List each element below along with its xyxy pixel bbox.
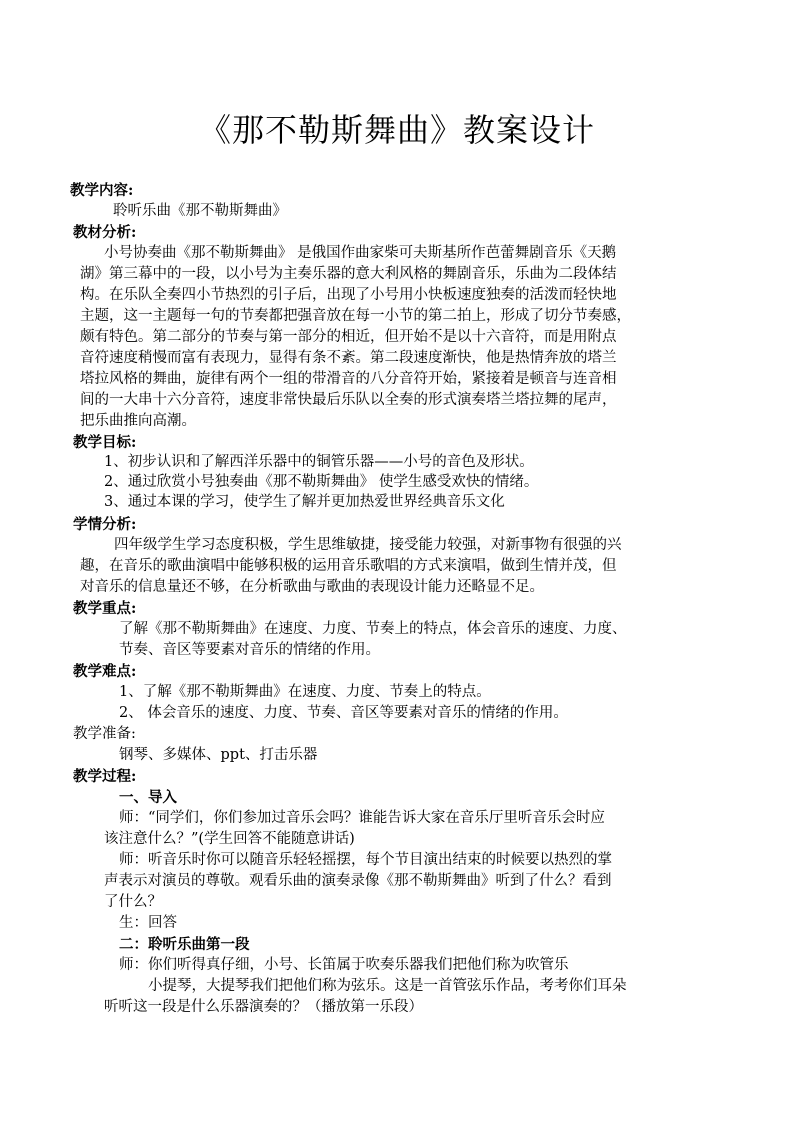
process-line: 师：听音乐时你可以随音乐轻轻摇摆，每个节目演出结束的时候要以热烈的掌 [119, 852, 612, 868]
analysis-line: 塔拉风格的舞曲，旋律有两个一组的带滑音的八分音符开始，紧接着是顿音与连音相 [80, 371, 617, 387]
analysis-line: 湖》第三幕中的一段，以小号为主奏乐器的意大利风格的舞剧音乐，乐曲为二段体结 [80, 266, 617, 282]
process-line: 了什么？ [104, 894, 162, 910]
students-line: 四年级学生学习态度积极，学生思维敏捷，接受能力较强，对新事物有很强的兴 [114, 537, 622, 553]
process-line: 生：回答 [119, 915, 177, 931]
process-line: 听听这一段是什么乐器演奏的？（播放第一乐段） [104, 999, 423, 1015]
heading-difficult: 教学难点: [73, 663, 137, 680]
content-line: 聆听乐曲《那不勒斯舞曲》 [113, 203, 287, 219]
goal-item: 3、通过本课的学习，使学生了解并更加热爱世界经典音乐文化 [104, 494, 505, 510]
process-line: 该注意什么？”(学生回答不能随意讲话) [104, 831, 355, 847]
analysis-line: 间的一大串十六分音符，速度非常快最后乐队以全奏的形式演奏塔兰塔拉舞的尾声， [80, 392, 617, 408]
process-line: 小提琴，大提琴我们把他们称为弦乐。这是一首管弦乐作品，考考你们耳朵 [148, 978, 627, 994]
analysis-line: 音符速度稍慢而富有表现力，显得有条不紊。第二段速度渐快，他是热情奔放的塔兰 [80, 350, 617, 366]
students-line: 对音乐的信息量还不够，在分析歌曲与歌曲的表现设计能力还略显不足。 [80, 579, 544, 595]
students-line: 趣，在音乐的歌曲演唱中能够积极的运用音乐歌唱的方式来演唱，做到生情并茂，但 [80, 558, 617, 574]
heading-students: 学情分析: [73, 516, 137, 533]
process-line: 声表示对演员的尊敬。观看乐曲的演奏录像《那不勒斯舞曲》听到了什么？看到 [104, 873, 612, 889]
heading-key: 教学重点: [73, 600, 137, 617]
process-line: 师：你们听得真仔细，小号、长笛属于吹奏乐器我们把他们称为吹管乐 [119, 957, 569, 973]
difficult-item: 2、 体会音乐的速度、力度、节奏、音区等要素对音乐的情绪的作用。 [119, 705, 568, 721]
goal-item: 1、初步认识和了解西洋乐器中的铜管乐器——小号的音色及形状。 [104, 454, 534, 470]
key-line: 了解《那不勒斯舞曲》在速度、力度、节奏上的特点，体会音乐的速度、力度、 [119, 621, 627, 637]
goal-item: 2、通过欣赏小号独奏曲《那不勒斯舞曲》 使学生感受欢快的情绪。 [104, 474, 539, 490]
heading-analysis: 教材分析: [73, 224, 137, 241]
heading-content: 教学内容: [70, 182, 134, 199]
process-subheading-intro: 一、导入 [119, 789, 177, 806]
analysis-line: 小号协奏曲《那不勒斯舞曲》 是俄国作曲家柴可夫斯基所作芭蕾舞剧音乐《天鹅 [104, 245, 617, 261]
analysis-line: 构。在乐队全奏四小节热烈的引子后，出现了小号用小快板速度独奏的活泼而轻快地 [80, 287, 617, 303]
analysis-line: 把乐曲推向高潮。 [80, 413, 196, 429]
key-line: 节奏、音区等要素对音乐的情绪的作用。 [119, 642, 380, 658]
process-line: 师：“同学们，你们参加过音乐会吗？谁能告诉大家在音乐厅里听音乐会时应 [119, 810, 605, 826]
prep-line: 钢琴、多媒体、ppt、打击乐器 [119, 747, 318, 763]
analysis-line: 主题，这一主题每一句的节奏都把强音放在每一小节的第二拍上，形成了切分节奏感， [80, 308, 631, 324]
analysis-line: 颇有特色。第二部分的节奏与第一部分的相近，但开始不是以十六音符，而是用附点 [80, 329, 617, 345]
heading-goals: 教学目标: [73, 434, 137, 451]
heading-prep: 教学准备: [73, 726, 136, 742]
process-subheading-listen: 二：聆听乐曲第一段 [119, 936, 250, 953]
difficult-item: 1、了解《那不勒斯舞曲》在速度、力度、节奏上的特点。 [119, 684, 491, 700]
heading-process: 教学过程: [73, 768, 137, 785]
document-title: 《那不勒斯舞曲》教案设计 [198, 111, 595, 149]
